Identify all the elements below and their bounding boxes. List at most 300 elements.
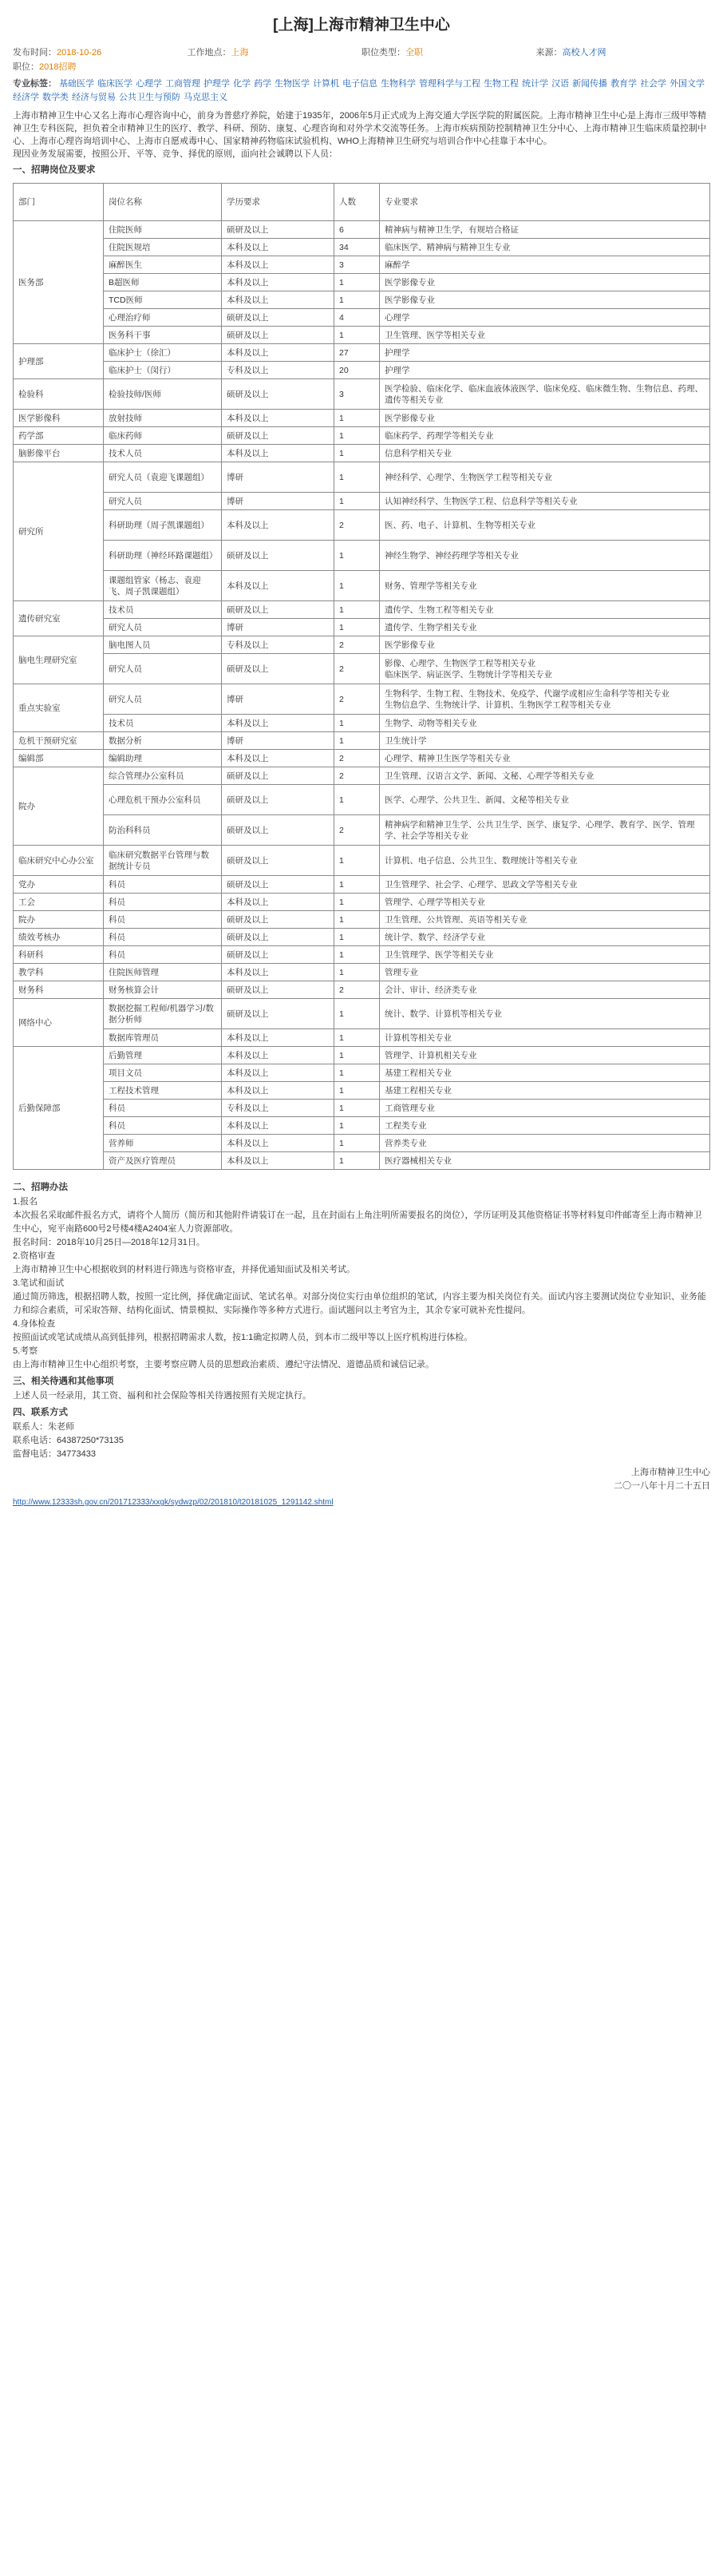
table-row <box>14 379 710 410</box>
count-cell: 2 <box>334 750 380 767</box>
count-cell: 1 <box>334 1117 380 1135</box>
count-cell: 1 <box>334 929 380 946</box>
dept-cell: 药学部 <box>14 427 104 445</box>
education-cell: 本科及以上 <box>222 750 334 767</box>
table-row <box>14 445 710 462</box>
table-row <box>14 462 710 493</box>
dept-cell: 财务科 <box>14 981 104 999</box>
count-cell: 1 <box>334 427 380 445</box>
position-cell: 研究人员 <box>104 493 222 510</box>
major-cell: 认知神经科学、生物医学工程、信息科学等相关专业 <box>380 493 710 510</box>
count-cell: 1 <box>334 946 380 964</box>
dept-cell: 院办 <box>14 911 104 929</box>
dept-cell: 院办 <box>14 767 104 846</box>
dept-cell: 工会 <box>14 894 104 911</box>
position-cell: 工程技术管理 <box>104 1082 222 1100</box>
table-row <box>14 715 710 732</box>
position-cell: 科员 <box>104 911 222 929</box>
section-2-paragraph: 3.笔试和面试 <box>13 1278 65 1288</box>
major-cell: 护理学 <box>380 344 710 362</box>
table-row <box>14 327 710 344</box>
count-cell: 2 <box>334 636 380 654</box>
table-row <box>14 1047 710 1064</box>
table-row <box>14 981 710 999</box>
major-cell: 统计学、数学、经济学专业 <box>380 929 710 946</box>
position-cell: 临床研究数据平台管理与数据统计专员 <box>104 846 222 876</box>
dept-cell: 后勤保障部 <box>14 1047 104 1170</box>
table-row <box>14 510 710 541</box>
education-cell: 本科及以上 <box>222 964 334 981</box>
position-cell: 科员 <box>104 929 222 946</box>
table-row <box>14 571 710 601</box>
count-cell: 1 <box>334 1100 380 1117</box>
section-2-paragraph: 由上海市精神卫生中心组织考察，主要考察应聘人员的思想政治素质、遵纪守法情况、道德品质和诚信记录。 <box>13 1360 434 1369</box>
position-cell: 科员 <box>104 1117 222 1135</box>
major-cell: 管理学、计算机相关专业 <box>380 1047 710 1064</box>
table-row <box>14 362 710 379</box>
major-cell: 医学影像专业 <box>380 410 710 427</box>
table-row <box>14 684 710 715</box>
table-header-cell: 岗位名称 <box>104 184 222 221</box>
major-cell: 麻醉学 <box>380 256 710 274</box>
position-cell: 技术员 <box>104 601 222 619</box>
major-cell: 精神病学和精神卫生学、公共卫生学、医学、康复学、心理学、教育学、医学、管理学、社会学等相关专业 <box>380 815 710 846</box>
position-cell: 麻醉医生 <box>104 256 222 274</box>
education-cell: 本科及以上 <box>222 410 334 427</box>
education-cell: 本科及以上 <box>222 1135 334 1152</box>
major-tags: 专业标签： 基础医学 临床医学 心理学 工商管理 护理学 化学 药学 生物医学 计算机 电子信息 生物科学 管理科学与工程 生物工程 统计学 汉语 新闻传播 教育学 社会学 外国文学经济学 数学类 经济与贸易 公共卫生与预防 马克思主义 <box>13 79 705 102</box>
major-tag-link[interactable]: 临床医学 <box>97 79 133 89</box>
section-2-paragraph: 上海市精神卫生中心根据收到的材料进行筛选与资格审查，并择优通知面试及相关考试。 <box>13 1265 355 1274</box>
table-row <box>14 999 710 1029</box>
education-cell: 本科及以上 <box>222 1117 334 1135</box>
count-cell: 1 <box>334 999 380 1029</box>
major-tag-link[interactable]: 护理学 <box>203 79 231 89</box>
major-tag-link[interactable]: 生物医学 <box>275 79 310 89</box>
position-cell: 资产及医疗管理员 <box>104 1152 222 1170</box>
major-cell: 护理学 <box>380 362 710 379</box>
meta-row <box>13 46 710 60</box>
position-cell: 防治科科员 <box>104 815 222 846</box>
major-tag-link[interactable]: 公共卫生与预防 <box>119 93 180 102</box>
major-cell: 医、药、电子、计算机、生物等相关专业 <box>380 510 710 541</box>
position-cell: 科员 <box>104 946 222 964</box>
education-cell: 硕研及以上 <box>222 379 334 410</box>
education-cell: 硕研及以上 <box>222 785 334 815</box>
count-cell: 3 <box>334 256 380 274</box>
table-header-cell: 专业要求 <box>380 184 710 221</box>
education-cell: 硕研及以上 <box>222 846 334 876</box>
table-row <box>14 1082 710 1100</box>
major-cell: 管理学、心理学等相关专业 <box>380 894 710 911</box>
dept-cell: 教学科 <box>14 964 104 981</box>
major-tag-link[interactable]: 化学 <box>233 79 251 89</box>
major-cell: 遗传学、生物学相关专业 <box>380 619 710 636</box>
major-cell: 计算机、电子信息、公共卫生、数理统计等相关专业 <box>380 846 710 876</box>
education-cell: 专科及以上 <box>222 1100 334 1117</box>
count-cell: 1 <box>334 541 380 571</box>
education-cell: 硕研及以上 <box>222 601 334 619</box>
table-row <box>14 1117 710 1135</box>
supervise-phone: 监督电话：34773433 <box>13 1449 96 1459</box>
major-tag-link[interactable]: 电子信息 <box>342 79 378 89</box>
page <box>13 0 710 1516</box>
source-url-link[interactable]: http://www.12333sh.gov.cn/201712333/xxgk/sydwzp/02/201810/t20181025_1291142.shtml <box>13 1498 334 1507</box>
major-tag-link[interactable]: 计算机 <box>313 79 340 89</box>
education-cell: 硕研及以上 <box>222 309 334 327</box>
table-row <box>14 239 710 256</box>
count-cell: 1 <box>334 911 380 929</box>
count-cell: 3 <box>334 379 380 410</box>
section-2-paragraph: 2.资格审查 <box>13 1251 56 1261</box>
publish-date: 发布时间：2018-10-26 <box>13 48 102 57</box>
major-cell: 卫生管理、汉语言文学、新闻、文秘、心理学等相关专业 <box>380 767 710 785</box>
education-cell: 硕研及以上 <box>222 981 334 999</box>
education-cell: 本科及以上 <box>222 1152 334 1170</box>
count-cell: 1 <box>334 462 380 493</box>
major-tag-link[interactable]: 数学类 <box>42 93 69 102</box>
count-cell: 2 <box>334 981 380 999</box>
section-2-paragraph: 4.身体检查 <box>13 1319 56 1329</box>
count-cell: 27 <box>334 344 380 362</box>
count-cell: 1 <box>334 327 380 344</box>
position-cell: 科员 <box>104 876 222 894</box>
table-row <box>14 427 710 445</box>
table-row <box>14 410 710 427</box>
table-row <box>14 274 710 291</box>
section-2-paragraph: 本次报名采取邮件报名方式，请将个人简历（简历和其他附件请装订在一起，且在封面右上角注明所需要报名的岗位），学历证明及其他资格证书等材料复印件邮寄至上海市精神卫生中心，宛平南路600号2号楼4楼A2404室人力资源部收。 <box>13 1211 702 1234</box>
position-cell: 后勤管理 <box>104 1047 222 1064</box>
section-3: 三、相关待遇和其他事项 上述人员一经录用，其工资、福利和社会保险等相关待遇按照有关规定执行。 <box>13 1377 311 1401</box>
position-cell: 课题组管家（杨志、袁迎飞、周子凯课题组） <box>104 571 222 601</box>
position-cell: 财务核算会计 <box>104 981 222 999</box>
count-cell: 1 <box>334 846 380 876</box>
education-cell: 本科及以上 <box>222 445 334 462</box>
position-row: 职位：2018招聘 <box>13 62 77 72</box>
source-link[interactable]: 高校人才网 <box>562 48 606 57</box>
position-cell: 科研助理（周子凯课题组） <box>104 510 222 541</box>
count-cell: 2 <box>334 815 380 846</box>
table-row <box>14 1152 710 1170</box>
education-cell: 本科及以上 <box>222 274 334 291</box>
major-cell: 信息科学相关专业 <box>380 445 710 462</box>
table-row <box>14 732 710 750</box>
dept-cell: 网络中心 <box>14 999 104 1047</box>
dept-cell: 遗传研究室 <box>14 601 104 636</box>
dept-cell: 危机干预研究室 <box>14 732 104 750</box>
education-cell: 硕研及以上 <box>222 327 334 344</box>
education-cell: 本科及以上 <box>222 510 334 541</box>
count-cell: 1 <box>334 601 380 619</box>
position-cell: 科研助理（神经环路课题组） <box>104 541 222 571</box>
major-tag-link[interactable]: 社会学 <box>640 79 667 89</box>
education-cell: 硕研及以上 <box>222 654 334 684</box>
section-2-paragraph: 通过简历筛选，根据招聘人数，按照一定比例，择优确定面试、笔试名单。对部分岗位实行由单位组织的笔试，内容主要为相关岗位有关。面试内容主要测试岗位专业知识、业务能力和综合素质，可采取答辩、结构化面试、情景模拟、实际操作等多种方式进行。面试题问以主考官为主，其余专家可就补充性提问。 <box>13 1292 706 1315</box>
education-cell: 博研 <box>222 619 334 636</box>
count-cell: 1 <box>334 1082 380 1100</box>
count-cell: 1 <box>334 1152 380 1170</box>
major-cell: 卫生管理、公共管理、英语等相关专业 <box>380 911 710 929</box>
table-row <box>14 619 710 636</box>
count-cell: 1 <box>334 876 380 894</box>
position-cell: 脑电图人员 <box>104 636 222 654</box>
table-row <box>14 493 710 510</box>
major-cell: 工商管理专业 <box>380 1100 710 1117</box>
major-cell: 医学影像专业 <box>380 291 710 309</box>
major-cell: 工程类专业 <box>380 1117 710 1135</box>
position-cell: 项目文员 <box>104 1064 222 1082</box>
contact-phone: 联系电话：64387250*73135 <box>13 1436 124 1445</box>
major-cell: 精神病与精神卫生学，有规培合格证 <box>380 221 710 239</box>
education-cell: 本科及以上 <box>222 256 334 274</box>
major-cell: 计算机等相关专业 <box>380 1029 710 1047</box>
count-cell: 1 <box>334 619 380 636</box>
table-row <box>14 876 710 894</box>
education-cell: 专科及以上 <box>222 636 334 654</box>
education-cell: 硕研及以上 <box>222 911 334 929</box>
major-cell: 临床医学、精神病与精神卫生专业 <box>380 239 710 256</box>
major-cell: 管理专业 <box>380 964 710 981</box>
position-cell: 数据分析 <box>104 732 222 750</box>
major-cell: 医学影像专业 <box>380 636 710 654</box>
education-cell: 硕研及以上 <box>222 427 334 445</box>
position-cell: 科员 <box>104 1100 222 1117</box>
position-cell: 编辑助理 <box>104 750 222 767</box>
major-tag-link[interactable]: 汉语 <box>551 79 570 89</box>
count-cell: 1 <box>334 1135 380 1152</box>
education-cell: 本科及以上 <box>222 715 334 732</box>
major-cell: 遗传学、生物工程等相关专业 <box>380 601 710 619</box>
position-cell: 心理治疗师 <box>104 309 222 327</box>
table-row <box>14 911 710 929</box>
table-row <box>14 636 710 654</box>
education-cell: 硕研及以上 <box>222 541 334 571</box>
major-cell: 卫生管理学、医学等相关专业 <box>380 946 710 964</box>
dept-cell: 临床研究中心办公室 <box>14 846 104 876</box>
count-cell: 2 <box>334 510 380 541</box>
major-cell: 影像、心理学、生物医学工程等相关专业 临床医学、病证医学、生物统计学等相关专业 <box>380 654 710 684</box>
table-row <box>14 541 710 571</box>
count-cell: 6 <box>334 221 380 239</box>
major-cell: 营养类专业 <box>380 1135 710 1152</box>
major-tag-link[interactable]: 经济学 <box>13 93 39 102</box>
major-tag-link[interactable]: 教育学 <box>610 79 638 89</box>
position-cell: 放射技师 <box>104 410 222 427</box>
table-row <box>14 601 710 619</box>
job-type: 职位类型：全职 <box>362 48 423 57</box>
work-location: 工作地点：上海 <box>187 48 249 57</box>
education-cell: 硕研及以上 <box>222 815 334 846</box>
major-tag-link[interactable]: 新闻传播 <box>572 79 608 89</box>
position-cell: 临床药师 <box>104 427 222 445</box>
table-row <box>14 815 710 846</box>
table-header-cell: 部门 <box>14 184 104 221</box>
position-cell: 研究人员 <box>104 684 222 715</box>
major-cell: 医学、心理学、公共卫生、新闻、文秘等相关专业 <box>380 785 710 815</box>
education-cell: 本科及以上 <box>222 291 334 309</box>
position-cell: 住院医师管理 <box>104 964 222 981</box>
section-4: 四、联系方式 联系人：朱老师 联系电话：64387250*73135 监督电话：34773433 <box>13 1406 710 1461</box>
dept-cell: 重点实验室 <box>14 684 104 732</box>
major-cell: 神经生物学、神经药理学等相关专业 <box>380 541 710 571</box>
count-cell: 1 <box>334 571 380 601</box>
dept-cell: 医学影像科 <box>14 410 104 427</box>
education-cell: 硕研及以上 <box>222 946 334 964</box>
table-header-row <box>14 184 710 221</box>
section-2-paragraph: 5.考察 <box>13 1346 38 1356</box>
major-cell: 医疗器械相关专业 <box>380 1152 710 1170</box>
major-cell: 基建工程相关专业 <box>380 1082 710 1100</box>
major-cell: 生物科学、生物工程、生物技术、免疫学、代谢学或相应生命科学等相关专业 生物信息学、生物统计学、计算机、生物医学工程等相关专业 <box>380 684 710 715</box>
major-cell: 神经科学、心理学、生物医学工程等相关专业 <box>380 462 710 493</box>
major-cell: 心理学、精神卫生医学等相关专业 <box>380 750 710 767</box>
education-cell: 专科及以上 <box>222 362 334 379</box>
education-cell: 硕研及以上 <box>222 876 334 894</box>
education-cell: 本科及以上 <box>222 1082 334 1100</box>
intro-paragraph: 现因业务发展需要，按照公开、平等、竞争、择优的原则，面向社会诚聘以下人员： <box>13 149 338 159</box>
table-row <box>14 1135 710 1152</box>
major-tag-link[interactable]: 统计学 <box>522 79 549 89</box>
page-title: [上海]上海市精神卫生中心 <box>273 17 450 34</box>
count-cell: 1 <box>334 445 380 462</box>
count-cell: 1 <box>334 410 380 427</box>
education-cell: 本科及以上 <box>222 1047 334 1064</box>
section-2: 二、招聘办法 1.报名 本次报名采取邮件报名方式，请将个人简历（简历和其他附件请装订在一起，且在封面右上角注明所需要报名的岗位），学历证明及其他资格证书等材料复印件邮寄至上海市精神卫生中心，宛平南路600号2号楼4楼A2404室人力资源部收。 报名时间：2018年10月25日—2018年12月31日。 2.资格审查 上海市精神卫生中心根据收到的材料进行筛选与资格审查，并择优通知面试及相关考试。 3.笔试和面试 通过简历筛选，根据招聘人数，按照一定比例，择优确定面试、笔试名单。对部分岗位实行由单位组织的笔试，内容主要为相关岗位有关。面试内容主要测试岗位专业知识、业务能力和综合素质，可采取答辩、结构化面试、情景模拟、实际操作等多种方式进行。面试题问以主考官为主，其余专家可就补充性提问。 4.身体检查 按照面试或笔试成绩从高到低排列，根据招聘需求人数，按1:1确定拟聘人员，到本市二级甲等以上医疗机构进行体检。 5.考察 由上海市精神卫生中心组织考察，主要考察应聘人员的思想政治素质、遵纪守法情况、道德品质和诚信记录。 <box>13 1181 710 1372</box>
table-row <box>14 929 710 946</box>
section-2-paragraph: 报名时间：2018年10月25日—2018年12月31日。 <box>13 1238 205 1247</box>
major-tag-link[interactable]: 心理学 <box>136 79 163 89</box>
intro-paragraph: 上海市精神卫生中心又名上海市心理咨询中心，前身为普慈疗养院，始建于1935年，2006年5月正式成为上海交通大学医学院的附属医院。上海市精神卫生中心是上海市三级甲等精神卫生专科医院，担负着全市精神卫生的医疗、教学、科研、预防、康复、心理咨询和对外学术交流等任务。上海市疾病预防控制精神卫生分中心、上海市精神卫生临床质量控制中心、上海市心理咨询培训中心、上海市自愿戒毒中心、国家精神药物临床试验机构、WHO上海精神卫生研究与培训合作中心挂靠于本中心。 <box>13 111 707 146</box>
intro-text <box>13 109 710 161</box>
count-cell: 1 <box>334 894 380 911</box>
count-cell: 1 <box>334 785 380 815</box>
major-tag-link[interactable]: 经济与贸易 <box>72 93 116 102</box>
position-cell: 临床护士（闵行） <box>104 362 222 379</box>
major-cell: 基建工程相关专业 <box>380 1064 710 1082</box>
table-row <box>14 846 710 876</box>
major-cell: 财务、管理学等相关专业 <box>380 571 710 601</box>
dept-cell: 绩效考核办 <box>14 929 104 946</box>
signature: 上海市精神卫生中心 二〇一八年十月二十五日 <box>614 1468 710 1491</box>
count-cell: 4 <box>334 309 380 327</box>
count-cell: 1 <box>334 732 380 750</box>
position-cell: 数据库管理员 <box>104 1029 222 1047</box>
position-cell: 研究人员 <box>104 619 222 636</box>
table-row <box>14 750 710 767</box>
table-row <box>14 1100 710 1117</box>
major-tag-link[interactable]: 外国文学 <box>670 79 705 89</box>
major-cell: 心理学 <box>380 309 710 327</box>
education-cell: 硕研及以上 <box>222 999 334 1029</box>
table-row <box>14 785 710 815</box>
table-row <box>14 767 710 785</box>
education-cell: 本科及以上 <box>222 894 334 911</box>
position-cell: 科员 <box>104 894 222 911</box>
dept-cell: 研究所 <box>14 462 104 601</box>
count-cell: 1 <box>334 493 380 510</box>
dept-cell: 检验科 <box>14 379 104 410</box>
major-tag-link[interactable]: 马克思主义 <box>184 93 227 102</box>
education-cell: 本科及以上 <box>222 1064 334 1082</box>
table-header-cell: 人数 <box>334 184 380 221</box>
education-cell: 博研 <box>222 462 334 493</box>
education-cell: 本科及以上 <box>222 1029 334 1047</box>
count-cell: 1 <box>334 1029 380 1047</box>
major-cell: 医学检验、临床化学、临床血液体液医学、临床免疫、临床微生物、生物信息、药理、遗传等相关专业 <box>380 379 710 410</box>
table-header-cell: 学历要求 <box>222 184 334 221</box>
source: 来源：高校人才网 <box>535 48 606 57</box>
major-cell: 医学影像专业 <box>380 274 710 291</box>
position-cell: 检验技师/医师 <box>104 379 222 410</box>
major-tag-link[interactable]: 基础医学 <box>59 79 95 89</box>
table-row <box>14 291 710 309</box>
table-row <box>14 946 710 964</box>
dept-cell: 科研科 <box>14 946 104 964</box>
major-cell: 临床药学、药理学等相关专业 <box>380 427 710 445</box>
count-cell: 1 <box>334 964 380 981</box>
count-cell: 34 <box>334 239 380 256</box>
education-cell: 博研 <box>222 732 334 750</box>
education-cell: 硕研及以上 <box>222 929 334 946</box>
count-cell: 1 <box>334 1047 380 1064</box>
education-cell: 本科及以上 <box>222 344 334 362</box>
dept-cell: 脑电生理研究室 <box>14 636 104 684</box>
major-tag-link[interactable]: 管理科学与工程 <box>419 79 481 89</box>
count-cell: 1 <box>334 1064 380 1082</box>
table-row <box>14 1064 710 1082</box>
position-cell: 研究人员（袁迎飞课题组） <box>104 462 222 493</box>
count-cell: 2 <box>334 654 380 684</box>
contact-person: 联系人：朱老师 <box>13 1422 74 1432</box>
major-tag-link[interactable]: 生物工程 <box>484 79 520 89</box>
major-cell: 卫生管理、医学等相关专业 <box>380 327 710 344</box>
table-row <box>14 1029 710 1047</box>
position-cell: 技术人员 <box>104 445 222 462</box>
dept-cell: 脑影像平台 <box>14 445 104 462</box>
jobs-table <box>13 183 710 1170</box>
major-tag-link[interactable]: 工商管理 <box>165 79 201 89</box>
count-cell: 1 <box>334 274 380 291</box>
table-row <box>14 964 710 981</box>
dept-cell: 医务部 <box>14 221 104 344</box>
position-cell: 心理危机干预办公室科员 <box>104 785 222 815</box>
education-cell: 本科及以上 <box>222 571 334 601</box>
position-cell: 住院医师 <box>104 221 222 239</box>
position-cell: 综合管理办公室科员 <box>104 767 222 785</box>
section-1-title: 一、招聘岗位及要求 <box>13 165 96 175</box>
major-cell: 卫生统计学 <box>380 732 710 750</box>
count-cell: 2 <box>334 684 380 715</box>
major-tag-link[interactable]: 生物科学 <box>381 79 417 89</box>
count-cell: 2 <box>334 767 380 785</box>
major-tag-link[interactable]: 药学 <box>254 79 272 89</box>
major-cell: 统计、数学、计算机等相关专业 <box>380 999 710 1029</box>
education-cell: 博研 <box>222 684 334 715</box>
position-cell: B超医师 <box>104 274 222 291</box>
count-cell: 1 <box>334 291 380 309</box>
position-cell: 临床护士（徐汇） <box>104 344 222 362</box>
position-cell: 医务科干事 <box>104 327 222 344</box>
major-cell: 卫生管理学、社会学、心理学、思政文学等相关专业 <box>380 876 710 894</box>
table-row <box>14 344 710 362</box>
position-cell: TCD医师 <box>104 291 222 309</box>
position-cell: 住院医规培 <box>104 239 222 256</box>
major-cell: 会计、审计、经济类专业 <box>380 981 710 999</box>
table-row <box>14 654 710 684</box>
table-row <box>14 256 710 274</box>
position-cell: 研究人员 <box>104 654 222 684</box>
dept-cell: 党办 <box>14 876 104 894</box>
